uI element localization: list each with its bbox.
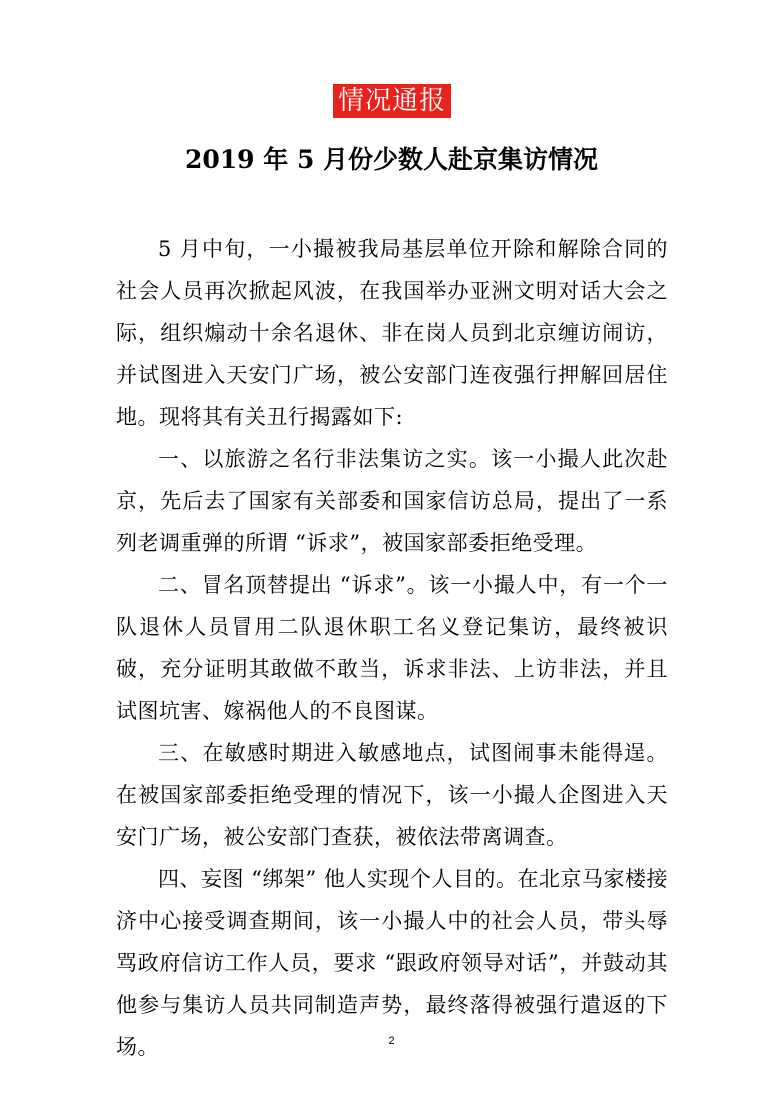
paragraph-point-4: 四、妄图 “绑架” 他人实现个人目的。在北京马家楼接济中心接受调查期间，该一小撮人中的社会人员，带头辱骂政府信访工作人员，要求 “跟政府领导对话”，并鼓动其他参与集访人员共同制造声势，最终落得被强行遣返的下场。 — [116, 867, 668, 1059]
paragraph-point-2: 二、冒名顶替提出 “诉求”。该一小撮人中，有一个一队退休人员冒用二队退休职工名义登记集访，最终被识破，充分证明其敢做不敢当，诉求非法、上访非法，并且试图坑害、嫁祸他人的不良图谋。 — [116, 573, 668, 723]
document-body — [116, 228, 668, 1068]
page-number: 2 — [388, 1035, 395, 1047]
paragraph-point-1: 一、以旅游之名行非法集访之实。该一小撮人此次赴京，先后去了国家有关部委和国家信访总局，提出了一系列老调重弹的所谓 “诉求”，被国家部委拒绝受理。 — [116, 447, 668, 555]
notice-banner: 情况通报 — [333, 84, 451, 118]
paragraph-point-3: 三、在敏感时期进入敏感地点，试图闹事未能得逞。在被国家部委拒绝受理的情况下，该一小撮人企图进入天安门广场，被公安部门查获，被依法带离调查。 — [116, 741, 668, 849]
document-title: 2019 年 5 月份少数人赴京集访情况 — [184, 145, 599, 174]
paragraph-intro: 5 月中旬，一小撮被我局基层单位开除和解除合同的社会人员再次掀起风波，在我国举办亚洲文明对话大会之际，组织煽动十余名退休、非在岗人员到北京缠访闹访，并试图进入天安门广场，被公安部门连夜强行押解回居住地。现将其有关丑行揭露如下: — [116, 237, 668, 429]
